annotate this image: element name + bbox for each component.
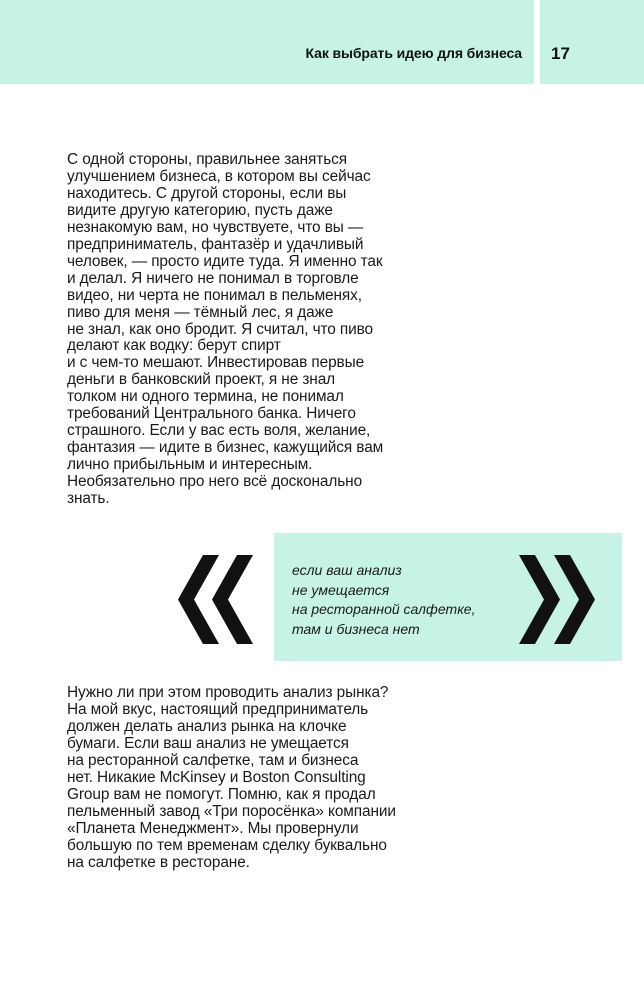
paragraph-1-line: Необязательно про него всё досконально: [67, 473, 363, 491]
paragraph-1-line: С одной стороны, правильнее заняться: [67, 151, 347, 168]
page-number-box: [540, 0, 644, 84]
pull-quote-line: не умещается: [292, 581, 390, 598]
paragraph-1-line: видео, ни черта не понимал в пельменях,: [67, 286, 362, 304]
header-band: [0, 0, 534, 84]
paragraph-2: [67, 685, 457, 871]
paragraph-2-line: большую по тем временам сделку буквально: [67, 836, 387, 854]
paragraph-1-line: не знал, как оно бродит. Я считал, что пиво: [67, 320, 374, 338]
page-number: 17: [551, 44, 570, 63]
paragraph-1-line: требований Центрального банка. Ничего: [67, 405, 356, 423]
paragraph-2-line: на салфетке в ресторане.: [67, 853, 250, 871]
paragraph-1-line: и делал. Я ничего не понимал в торговле: [67, 269, 359, 287]
paragraph-1-line: пиво для меня — тёмный лес, я даже: [67, 303, 334, 321]
paragraph-1-line: находитесь. С другой стороны, если вы: [67, 184, 347, 202]
paragraph-1-line: человек, — просто идите туда. Я именно так: [67, 252, 383, 270]
paragraph-1: [67, 152, 457, 508]
paragraph-2-line: на ресторанной салфетке, там и бизнеса: [67, 751, 359, 769]
running-header-title: Как выбрать идею для бизнеса: [305, 45, 522, 61]
paragraph-1-line: деньги в банковский проект, я не знал: [67, 371, 336, 389]
paragraph-2-line: «Планета Менеджмент». Мы провернули: [67, 819, 359, 837]
pull-quote-line: если ваш анализ: [292, 562, 402, 578]
open-quote-icon: [178, 555, 262, 644]
paragraph-1-line: страшного. Если у вас есть воля, желание,: [67, 422, 371, 440]
paragraph-1-line: толком ни одного термина, не понимал: [67, 388, 344, 406]
paragraph-2-line: Нужно ли при этом проводить анализ рынка?: [67, 684, 389, 701]
paragraph-2-line: На мой вкус, настоящий предприниматель: [67, 700, 369, 718]
paragraph-1-line: делают как водку: берут спирт: [67, 337, 281, 355]
close-quote-icon: [519, 555, 605, 644]
paragraph-2-line: бумаги. Если ваш анализ не умещается: [67, 734, 349, 752]
paragraph-1-line: улучшением бизнеса, в котором вы сейчас: [67, 167, 371, 185]
pull-quote-line: на ресторанной салфетке,: [292, 601, 476, 617]
paragraph-2-line: должен делать анализ рынка на клочке: [67, 717, 347, 735]
pull-quote-line: там и бизнеса нет: [292, 620, 420, 637]
paragraph-1-line: и с чем-то мешают. Инвестировав первые: [67, 354, 365, 372]
pull-quote-text: [292, 561, 475, 639]
paragraph-2-line: нет. Никакие McKinsey и Boston Consulting: [67, 768, 366, 786]
paragraph-1-line: незнакомую вам, но чувствуете, что вы —: [67, 218, 364, 236]
paragraph-1-line: знать.: [67, 490, 110, 508]
paragraph-1-line: видите другую категорию, пусть даже: [67, 201, 333, 219]
paragraph-2-line: Group вам не помогут. Помню, как я продал: [67, 785, 376, 803]
paragraph-1-line: предприниматель, фантазёр и удачливый: [67, 235, 364, 253]
paragraph-1-line: лично прибыльным и интересным.: [67, 456, 313, 474]
paragraph-1-line: фантазия — идите в бизнес, кажущийся вам: [67, 439, 384, 457]
paragraph-2-line: пельменный завод «Три поросёнка» компании: [67, 802, 396, 820]
